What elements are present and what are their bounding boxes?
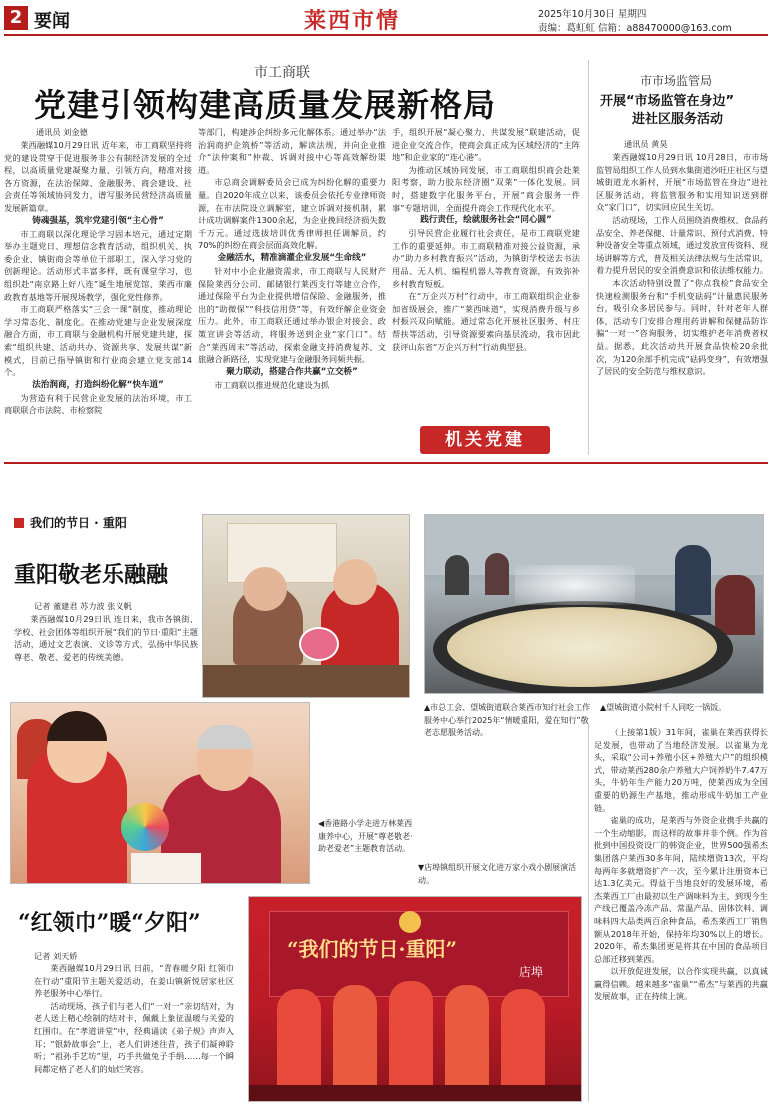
photo-volunteers-elder — [202, 514, 410, 698]
photo-stage-performance — [248, 896, 582, 1102]
masthead: 莱西市情 — [304, 8, 401, 34]
dancer — [389, 981, 433, 1099]
paragraph: （上接第1版）31年间，雀巢在莱西获得长足发展，也带动了当地经济发展。以雀巢为龙头，采取“公司+养殖小区+养殖大户”的组织模式，带动莱西280余户养殖大户饲养奶牛7.47万头，牛奶年生产能力20万吨，使莱西成为全国重要的奶源生产基地，推动形成牛奶加工产业链。 — [594, 727, 768, 813]
festival-tag — [14, 514, 127, 531]
paragraph: 莱西融媒10月29日讯 10月28日，市市场监管局组织工作人员到水集街道沙旺庄社区与望城街道龙水新村，开展“市场监管在身边”进社区服务活动，将监管服务和实用知识送到群众“家门口”，切实回应民生关切。 — [596, 152, 768, 213]
paragraph: 雀巢的成功，是莱西与外资企业携手共赢的一个生动缩影，而这样的故事并非个例。作为首批到中国投资设厂的韩资企业，世界500强希杰集团落户莱西30多年间，陆续增资13次，平均每两年多就增资扩产一次，至今累计注册资本已达1.3亿美元。得益于当地良好的发展环境，希杰莱西工厂由最初以生产调味料为主，到现今生产线已覆盖冷冻产品、常温产品、固体饮料、调味料四大品类两百余种食品，希杰莱西工厂销售额从2018年开始，保持年均30%以上的增长。2020年，希杰集团更是将其在中国的食品项目总部迁移到莱西。 — [594, 815, 768, 964]
emblem-icon — [399, 911, 421, 933]
volunteer-face — [333, 559, 377, 605]
photo-child-elder — [10, 702, 310, 884]
lead-column-3 — [392, 126, 580, 421]
lead-subhead-5: 践行责任，绘就服务社会“同心圆” — [420, 215, 552, 226]
section-badge-label: 机关党建 — [445, 430, 525, 450]
wall-poster — [227, 523, 337, 583]
right-byline: 通讯员 黄昊 — [624, 139, 668, 149]
dancer — [333, 985, 377, 1099]
crowd-person — [715, 575, 755, 635]
lead-subhead-2: 法治润商，打造纠纷化解“快车道” — [32, 379, 164, 390]
stage-floor — [249, 1085, 582, 1102]
festival-intro — [14, 613, 198, 691]
festival-tag-label: 我们的节日 · 重阳 — [30, 516, 127, 530]
section-rule — [4, 462, 768, 464]
steam — [515, 565, 635, 605]
pot-food — [447, 607, 717, 687]
festival-title: 重阳敬老乐融融 — [14, 562, 169, 588]
right-kicker: 市市场监管局 — [640, 74, 713, 88]
continued-article — [594, 726, 768, 1102]
paragraph: 针对中小企业融资需求，市工商联与人民财产保险莱西分公司、邮储银行莱西支行等建立合作，通过保险平台为企业提供增信保险、金融服务，推出的“助微保”“科技信用贷”等，有效纾解企业资金压力。此外，市工商联还通过举办银企对接会、政策宣讲会等活动，将服务送到企业“家门口”。结合“莱西周末”等活动，探索金融支持消费复苏、文旅融合新路径，实现党建与金融服务同频共振。 — [198, 265, 386, 365]
elder-hair — [197, 725, 253, 749]
backdrop-banner-2: 店埠 — [519, 965, 544, 979]
table — [131, 853, 201, 884]
lead-subhead-4: 聚力联动，搭建合作共赢“立交桥” — [226, 366, 358, 377]
dancer — [445, 985, 489, 1099]
paragraph: 市工商联以推进规范化建设为抓 — [214, 379, 330, 390]
photo-big-pot — [424, 514, 764, 694]
paragraph: 活动现场，工作人员围绕消费维权、食品药品安全、养老保健、计量常识、预付式消费、特种设备安全等重点领域，通过发放宣传资料、现场讲解等方式，普及相关法律法规与生活常识，着力提升居民的安全消费意识和依法维权能力。 — [596, 214, 768, 276]
paper-flower — [121, 803, 169, 851]
paragraph: 市工商联以深化理论学习固本培元，通过定期举办主题党日、理想信念教育活动，组织机关、执委企业、镇街商会等单位干部职工，深入学习党的创新理论。活动形式丰富多样，既有课堂学习，也组织赴“南京路上好八连”诞生地展览馆、莱西市廉政教育基地等开展现场教学，强化党性修养。 — [4, 228, 192, 302]
child-hair — [47, 711, 107, 741]
lead-column-1 — [4, 139, 192, 444]
page-header — [4, 4, 768, 36]
elder-face — [243, 567, 287, 611]
editor-info: 责编：葛虹虹 信箱：a88470000@163.com — [538, 23, 732, 34]
right-title-1: 开展“市场监管在身边” — [600, 94, 735, 109]
page-number: 2 — [4, 6, 28, 30]
backdrop-banner: “我们的节日·重阳” — [287, 937, 457, 961]
caption-child-elder: ◀香港路小学走进万林莱西康养中心，开展“尊老敬老·助老爱老”主题教育活动。 — [318, 819, 413, 853]
lead-byline: 通讯员 刘金德 — [36, 127, 88, 137]
redscarf-body — [34, 962, 234, 1102]
lead-kicker: 市工商联 — [254, 65, 310, 81]
lead-column-2 — [198, 126, 386, 444]
lead-title: 党建引领构建高质量发展新格局 — [34, 86, 497, 124]
paragraph: 市工商联严格落实“三会一课”制度，推动理论学习常态化、制度化。在推动党建与企业发展深度融合方面，市工商联与金融机构开展党建共建，探索“组织共建、活动共办、资源共享、发展共谋”新模式，目前已指导镇街和行业商会建立党支部14个。 — [4, 304, 192, 378]
lead-subhead-3: 金融活水，精准滴灌企业发展“生命线” — [217, 252, 367, 263]
crowd-person — [485, 553, 509, 595]
paragraph: 引导民营企业履行社会责任，是市工商联党建工作的重要延伸。市工商联精准对接公益资源，承办“助力乡村教育振兴”活动，为镇街学校送去书法用品、无人机、编程机器人等教育资源，有效弥补乡村教育短板。 — [392, 228, 580, 289]
section-badge — [420, 426, 550, 454]
right-title-2: 进社区服务活动 — [632, 112, 724, 127]
paragraph: 市总商会调解委员会已成为纠纷化解的重要力量。自2020年成立以来，该委员会依托专业律师资源，在市法院设立调解室，建立诉调对接机制，累计成功调解案件1300余起，为企业挽回经济损失数千万元。通过选拔培训优秀律师担任调解员，约70%的纠纷在商会层面高效化解。 — [198, 177, 386, 251]
issue-date: 2025年10月30日 星期四 — [538, 9, 647, 20]
column-divider — [588, 724, 589, 1102]
caption-stage: ▼店埠镇组织开展文化进万家小戏小剧展演活动。 — [418, 863, 577, 885]
festival-byline: 记者 董建君 苏力波 张义帆 — [34, 601, 132, 611]
paragraph: 为营造有利于民营企业发展的法治环境，市工商联联合市法院、市检察院 — [4, 392, 192, 416]
dancer — [277, 989, 321, 1099]
paragraph: 以开放促进发展，以合作实现共赢，以真诚赢得信赖。越来越多“雀巢”“希杰”与莱西的共赢发展故事，正在持续上演。 — [594, 966, 768, 1002]
paragraph: 手，组织开展“凝心聚力、共谋发展”联建活动，促进企业交流合作，使商会真正成为区域经济的“主阵地”和企业家的“连心港”。 — [392, 127, 580, 163]
paragraph: 活动现场，孩子们与老人们“一对一”亲切结对，为老人送上精心绘制的结对卡，佩戴上象征温暖与关爱的红围巾。在“孝道讲堂”中，经典诵读《弟子规》声声入耳；“银龄故事会”上，老人们讲述往昔，孩子们凝神聆听；“祖孙手艺坊”里，巧手共做兔子手绢……每一个瞬间都定格了老人们的灿烂笑容。 — [34, 1000, 234, 1074]
paragraph: 莱西融媒10月29日讯 近年来，市工商联坚持将党的建设贯穿于促进服务非公有制经济发展的全过程，以高质量党建凝聚力量、引领方向，精准对接各方资源，在法治保障、金融服务、商会建设、社会责任等领域协同发力，谱写服务民营经济高质量发展新篇章。 — [4, 140, 192, 213]
redscarf-title: “红领巾”暖“夕阳” — [18, 910, 201, 936]
lead-col1-paras-a — [4, 139, 192, 215]
redscarf-byline: 记者 刘天娇 — [34, 951, 78, 961]
paragraph: 莱西融媒10月29日讯 日前，“青春暖夕阳 红领巾在行动”重阳节主题关爱活动，在姜山镇新悦居家社区养老服务中心举行。 — [34, 963, 234, 999]
paragraph: 等部门，构建涉企纠纷多元化解体系。通过举办“法治润商护企筑桥”等活动，解读法规，并向企业推介“法仲案和”仲裁、诉调对接中心等高效解纷渠道。 — [198, 127, 386, 175]
caption-big-pot: ▲望城街道小院村千人同吃一锅饭。 — [600, 703, 727, 712]
tag-square-icon — [14, 518, 24, 528]
dancer — [501, 989, 545, 1099]
cook-figure — [675, 545, 711, 615]
crowd-person — [445, 555, 469, 595]
section-name: 要闻 — [34, 11, 70, 32]
paragraph: 莱西融媒10月29日讯 连日来，我市各镇街、学校、社会团体等组织开展“我们的节日·重阳”主题活动，通过文艺表演、义诊等方式，弘扬中华民族尊老、敬老、爱老的传统美德。 — [14, 614, 198, 662]
table — [203, 665, 410, 698]
lead-subhead-1: 铸魂强基，筑牢党建引领“主心骨” — [32, 215, 164, 226]
right-divider — [588, 60, 589, 455]
caption-volunteers: ▲市总工会、望城街道联合莱西市知行社会工作服务中心举行2025年“情暖重阳，爱在知行”敬老志愿服务活动。 — [424, 703, 591, 737]
paragraph: 本次活动特别设置了“你点我检”食品安全快速检测服务台和“手机变砝码”计量惠民服务台，吸引众多居民参与。同时，针对老年人群体，活动专门安排合理用药讲解和保健品防诈骗“一对一”咨询服务，切实维护老年消费者权益。据悉，此次活动共开展食品快检20余批次，为120余部手机完成“砝码变身”，有效增强了居民的安全防范与维权意识。 — [596, 277, 768, 377]
right-article-body — [596, 151, 768, 459]
paper-cut-craft — [299, 627, 339, 661]
paragraph: 在“万企兴万村”行动中，市工商联组织企业参加省级展会，推广“莱西味道”，实现消费升级与乡村振兴双向赋能。通过常态化开展社区服务、村庄帮扶等活动，引导资源要素向基层流动，我市因此获评山东省“万企兴万村”行动典型县。 — [392, 291, 580, 352]
paragraph: 为推动区域协同发展，市工商联组织商会赴莱阳考察，助力胶东经济圈“双莱”一体化发展。同时，搭建数字化服务平台，开展“商会服务一件事”专题培训，全面提升商会工作现代化水平。 — [392, 164, 580, 213]
